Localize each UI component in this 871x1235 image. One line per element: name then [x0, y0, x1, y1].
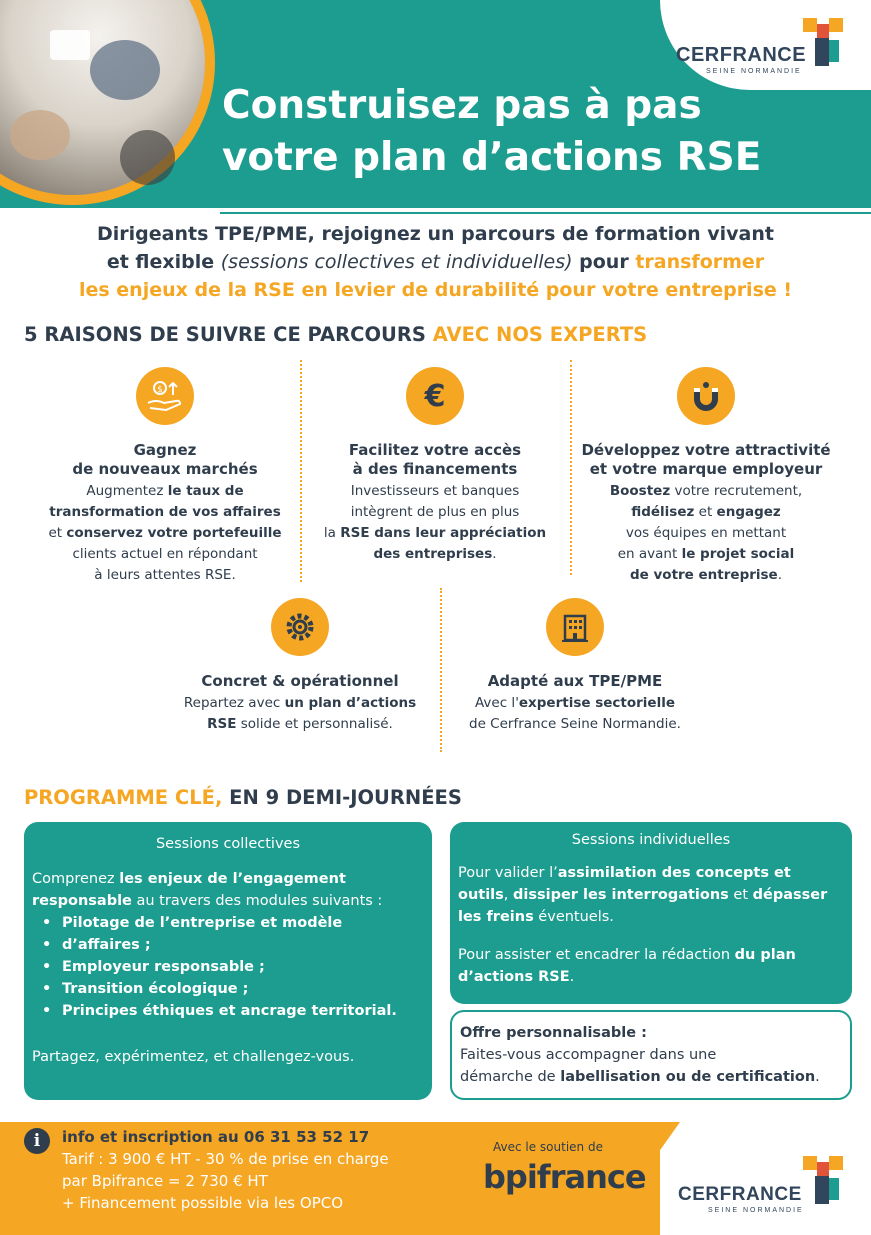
reason-card-tpe-pme: [440, 598, 710, 735]
module-item: • Pilotage de l’entreprise et modèle: [32, 912, 424, 934]
reason-title: Facilitez votre accès: [348, 441, 522, 459]
reason-text-part: solide et personnalisé.: [236, 716, 393, 732]
reasons-title-part2: AVEC NOS EXPERTS: [432, 323, 648, 346]
reason-title: Adapté aux TPE/PME: [487, 672, 663, 690]
intro-line2-a: et flexible: [106, 251, 221, 273]
reason-title: Gagnez: [133, 441, 197, 459]
reason-title: et votre marque employeur: [589, 460, 823, 478]
reason-title: Développez votre attractivité: [581, 441, 831, 459]
building-icon: [546, 598, 604, 656]
reason-text-part: .: [492, 546, 497, 562]
coins-hand-icon: [136, 367, 194, 425]
reasons-title: [24, 323, 647, 346]
euro-icon: [406, 367, 464, 425]
individuelles-part: Pour valider l’: [458, 865, 558, 881]
reason-text-part: le projet social: [681, 546, 795, 562]
individuelles-part: assimilation des concepts et: [557, 865, 791, 881]
reason-title: à des financements: [352, 460, 518, 478]
reason-text-part: fidélisez: [631, 504, 695, 520]
reason-text-part: transformation de vos affaires: [49, 504, 281, 520]
footer-price: Tarif : 3 900 € HT - 30 % de prise en charge: [62, 1150, 389, 1168]
reason-text-part: un plan d’actions: [284, 695, 417, 711]
reason-text-part: à leurs attentes RSE.: [94, 567, 236, 583]
cerfrance-logo-bottom: [676, 1156, 851, 1216]
intro-line2-b: (sessions collectives et individuelles): [220, 251, 573, 273]
reason-text-part: vos équipes en mettant: [625, 525, 787, 541]
reason-title: de nouveaux marchés: [72, 460, 258, 478]
individuelles-part: outils: [458, 887, 504, 903]
sessions-individuelles-title: Sessions individuelles: [571, 832, 731, 848]
individuelles-part: les freins: [458, 909, 534, 925]
svg-text:€: €: [424, 379, 446, 413]
footer-opco: + Financement possible via les OPCO: [62, 1194, 344, 1212]
offre-part: labellisation ou de certification: [560, 1069, 816, 1085]
reason-text: [440, 693, 710, 735]
reason-text-part: et: [694, 504, 717, 520]
offre-part: .: [815, 1069, 820, 1085]
reason-text-part: Boostez: [609, 483, 671, 499]
bpifrance-logo: bpifrance: [483, 1158, 646, 1196]
individuelles-part: Pour assister et encadrer la rédaction: [458, 947, 735, 963]
reason-text-part: Avec l': [474, 695, 519, 711]
logo-sub: SEINE NORMANDIE: [708, 1207, 804, 1214]
gears-icon: [271, 598, 329, 656]
reason-text-part: engagez: [716, 504, 781, 520]
reason-card-attractivity: [566, 367, 846, 586]
reason-text-part: Augmentez: [86, 483, 168, 499]
individuelles-part: et: [728, 887, 753, 903]
collectives-intro-part: au travers des modules suivants :: [131, 893, 383, 909]
reason-text-part: .: [777, 567, 783, 583]
intro-line3: les enjeux de la RSE en levier de durabilité pour votre entreprise !: [78, 279, 793, 301]
collectives-intro-part: les enjeux de l’engagement: [119, 871, 346, 887]
page-title: [222, 80, 761, 184]
collectives-intro-part: Comprenez: [32, 871, 120, 887]
reason-card-markets: [30, 367, 300, 586]
logo-name: CERFRANCE: [676, 44, 807, 66]
reason-title: Concret & opérationnel: [201, 672, 399, 690]
info-icon: i: [24, 1128, 50, 1154]
footer-price-bpi: par Bpifrance = 2 730 € HT: [62, 1172, 268, 1190]
page-title-line2: votre plan d’actions RSE: [222, 135, 762, 180]
programme-title-part2: EN 9 DEMI-JOURNÉES: [222, 786, 462, 809]
footer-contact: info et inscription au 06 31 53 52 17: [62, 1128, 370, 1146]
reason-text-part: votre recrutement,: [670, 483, 803, 499]
reason-text: [566, 481, 846, 586]
module-item: • Employeur responsable ;: [32, 956, 424, 978]
magnet-icon: [677, 367, 735, 425]
programme-title-part1: PROGRAMME CLÉ,: [24, 786, 223, 809]
individuelles-part: dépasser: [752, 887, 828, 903]
reason-text-part: conservez votre portefeuille: [66, 525, 282, 541]
individuelles-part: d’actions RSE: [458, 969, 570, 985]
reason-text-part: clients actuel en répondant: [72, 546, 258, 562]
individuelles-part: .: [569, 969, 575, 985]
reason-text-part: en avant: [617, 546, 682, 562]
reason-text-part: RSE dans leur appréciation: [340, 525, 547, 541]
reason-text-part: RSE: [207, 716, 237, 732]
module-item-text: d’affaires ;: [62, 937, 151, 953]
intro-line2-d: transformer: [635, 251, 765, 273]
reason-text-part: et: [48, 525, 67, 541]
reason-text-part: expertise sectorielle: [518, 695, 675, 711]
individuelles-part: ,: [503, 887, 514, 903]
intro-line2-c: pour: [572, 251, 636, 273]
sessions-collectives-closing: Partagez, expérimentez, et challengez-vous.: [32, 1049, 355, 1065]
offre-part: démarche de: [460, 1069, 561, 1085]
support-label: Avec le soutien de: [493, 1140, 603, 1154]
logo-sub: SEINE NORMANDIE: [706, 68, 802, 75]
reason-text-part: la: [323, 525, 341, 541]
offre-title: Offre personnalisable :: [460, 1025, 647, 1041]
reason-card-concrete: [160, 598, 440, 735]
offre-personnalisable-box: [450, 1010, 852, 1100]
module-item-continued: [32, 934, 424, 956]
reason-text-part: Repartez avec: [183, 695, 285, 711]
individuelles-part: éventuels.: [533, 909, 614, 925]
reason-text: [160, 693, 440, 735]
individuelles-part: du plan: [734, 947, 796, 963]
reason-text-part: des entreprises: [373, 546, 493, 562]
cerfrance-logo-top: [676, 18, 851, 78]
sessions-collectives-intro: [32, 868, 424, 912]
individuelles-part: dissiper les interrogations: [513, 887, 729, 903]
individuelles-paragraph-1: [458, 862, 844, 928]
programme-title: [24, 786, 462, 809]
reason-text: [300, 481, 570, 565]
sessions-collectives-box: [24, 822, 432, 1100]
reason-text-part: Investisseurs et banques: [350, 483, 520, 499]
logo-name: CERFRANCE: [678, 1184, 802, 1205]
collectives-intro-part: responsable: [32, 893, 132, 909]
individuelles-paragraph-2: [458, 944, 844, 988]
footer-info: [62, 1126, 389, 1214]
sessions-individuelles-box: [450, 822, 852, 1004]
offre-line1: Faites-vous accompagner dans une: [460, 1047, 717, 1063]
page-title-line1: Construisez pas à pas: [222, 83, 702, 128]
reason-text: [30, 481, 300, 586]
modules-list: [32, 912, 424, 1022]
reason-text-part: de votre entreprise: [629, 567, 778, 583]
reasons-title-part1: 5 RAISONS DE SUIVRE CE PARCOURS: [24, 323, 433, 346]
svg-text:$: $: [157, 385, 163, 395]
intro-line2: [0, 248, 871, 276]
reason-card-financing: [300, 367, 570, 565]
header-divider: [220, 212, 871, 214]
module-item: • Principes éthiques et ancrage territorial.: [32, 1000, 424, 1022]
intro-text: [0, 220, 871, 304]
reason-text-part: intègrent de plus en plus: [350, 504, 520, 520]
reason-text-part: de Cerfrance Seine Normandie.: [469, 716, 681, 732]
intro-line1: Dirigeants TPE/PME, rejoignez un parcours de formation vivant: [97, 223, 774, 245]
sessions-collectives-title: Sessions collectives: [155, 836, 301, 852]
reason-text-part: le taux de: [167, 483, 244, 499]
module-item: • Transition écologique ;: [32, 978, 424, 1000]
offre-line2: [460, 1066, 842, 1088]
